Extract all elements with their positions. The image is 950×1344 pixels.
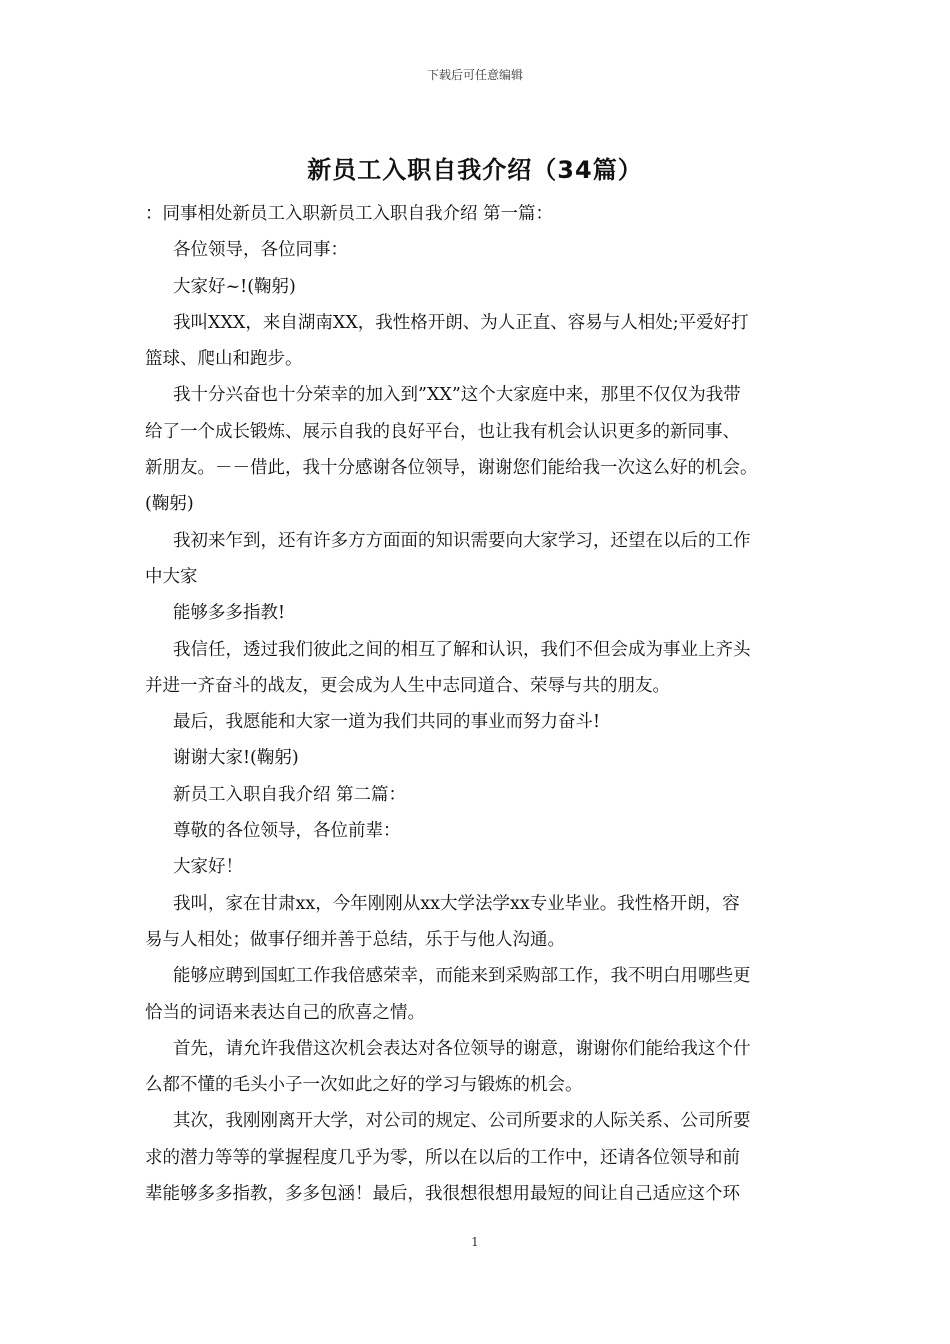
page-header-note: 下载后可任意编辑 [426,68,523,82]
body-line: 辈能够多多指教，多多包涵！最后，我很想很想用最短的间让自己适应这个环 [145,1184,740,1205]
body-line: 大家好~!(鞠躬) [173,276,296,297]
body-line: 我叫，家在甘肃xx，今年刚刚从xx大学法学xx专业毕业。我性格开朗，容 [173,893,740,914]
body-line: 恰当的词语来表达自己的欣喜之情。 [145,1002,425,1023]
body-line: 能够多多指教! [173,603,286,624]
body-line: 我十分兴奋也十分荣幸的加入到”XX”这个大家庭中来，那里不仅仅为我带 [173,385,741,406]
body-line: 谢谢大家!(鞠躬) [173,748,299,769]
body-line: 首先，请允许我借这次机会表达对各位领导的谢意，谢谢你们能给我这个什 [173,1038,751,1059]
body-line: 尊敬的各位领导，各位前辈： [173,821,401,842]
body-line: 我信任，透过我们彼此之间的相互了解和认识，我们不但会成为事业上齐头 [173,639,751,660]
body-line: (鞠躬) [145,494,194,515]
body-line: 各位领导，各位同事： [173,240,348,261]
body-line: 我叫XXX，来自湖南XX，我性格开朗、为人正直、容易与人相处;平爱好打 [173,312,749,333]
body-line: 其次，我刚刚离开大学，对公司的规定、公司所要求的人际关系、公司所要 [173,1111,751,1132]
body-line: 最后，我愿能和大家一道为我们共同的事业而努力奋斗! [173,712,601,733]
body-line: 中大家 [145,566,198,587]
document-title: 新员工入职自我介绍（34篇） [307,156,643,184]
body-line: 么都不懂的毛头小子一次如此之好的学习与锻炼的机会。 [145,1075,583,1096]
body-line: 我初来乍到，还有许多方方面面的知识需要向大家学习，还望在以后的工作 [173,530,751,551]
body-line: 给了一个成长锻炼、展示自我的良好平台，也让我有机会认识更多的新同事、 [145,421,740,442]
body-line: 大家好！ [173,857,243,878]
section-heading: 新员工入职自我介绍 第二篇： [173,784,407,805]
page-number: 1 [471,1235,479,1249]
body-line: 新朋友。－－借此，我十分感谢各位领导，谢谢您们能给我一次这么好的机会。 [145,458,758,479]
body-line: 并进一齐奋斗的战友，更会成为人生中志同道合、荣辱与共的朋友。 [145,675,670,696]
document-body [145,196,825,1212]
body-line: 求的潜力等等的掌握程度几乎为零，所以在以后的工作中，还请各位领导和前 [145,1147,740,1168]
body-line: 能够应聘到国虹工作我倍感荣幸，而能来到采购部工作，我不明白用哪些更 [173,966,751,987]
body-line: 篮球、爬山和跑步。 [145,349,303,370]
body-line: ：同事相处新员工入职新员工入职自我介绍 第一篇： [145,204,554,224]
body-line: 易与人相处；做事仔细并善于总结，乐于与他人沟通。 [145,929,565,950]
